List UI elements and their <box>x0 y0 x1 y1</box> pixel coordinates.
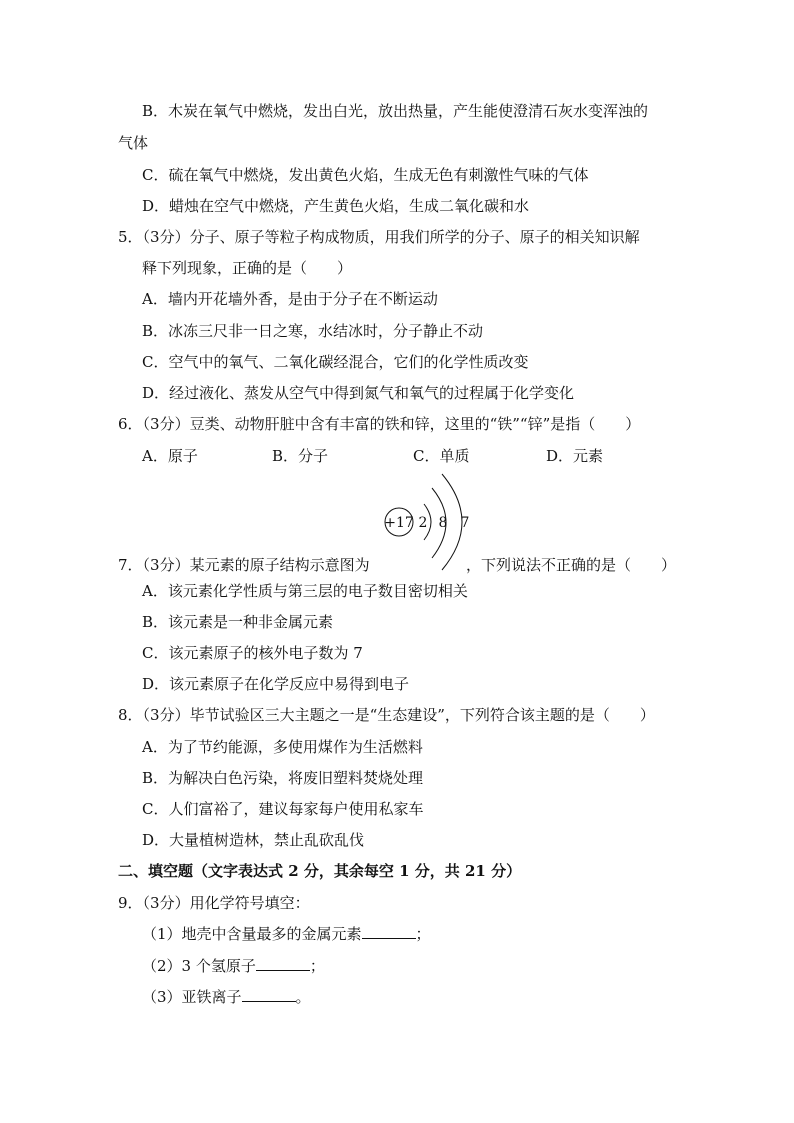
q6-stem: 6．（3分）豆类、动物肝脏中含有丰富的铁和锌，这里的“铁”“锌”是指（ ） <box>118 415 641 433</box>
shell-1-electrons: 2 <box>418 515 428 531</box>
q4-option-b: B．木炭在氧气中燃烧，发出白光，放出热量，产生能使澄清石灰水变浑浊的 <box>142 102 649 120</box>
q5-option-a: A．墙内开花墙外香，是由于分子在不断运动 <box>142 290 438 308</box>
q6-option-a: A．原子 <box>142 447 198 465</box>
q9-item-1 <box>142 924 431 944</box>
q9-item-2-end: ； <box>309 957 325 975</box>
q5-stem: 5．（3分）分子、原子等粒子构成物质，用我们所学的分子、原子的相关知识解 <box>118 228 640 246</box>
q9-item-2-text: （2）3 个氢原子 <box>142 957 256 975</box>
q8-option-b: B．为解决白色污染，将废旧塑料焚烧处理 <box>142 769 424 787</box>
q9-item-1-text: （1）地壳中含量最多的金属元素 <box>142 925 362 943</box>
q6-option-c: C．单质 <box>413 447 470 465</box>
q7-stem-left: 7．（3分）某元素的原子结构示意图为 <box>118 556 370 574</box>
q4-option-c: C．硫在氧气中燃烧，发出黄色火焰，生成无色有刺激性气味的气体 <box>142 166 589 184</box>
q6-option-d: D．元素 <box>546 447 604 465</box>
q8-option-c: C．人们富裕了，建议每家每户使用私家车 <box>142 800 424 818</box>
q4-option-d: D．蜡烛在空气中燃烧，产生黄色火焰，生成二氧化碳和水 <box>142 197 530 215</box>
q5-option-c: C．空气中的氧气、二氧化碳经混合，它们的化学性质改变 <box>142 353 529 371</box>
q9-item-3 <box>142 987 311 1007</box>
q9-item-2 <box>142 956 325 976</box>
q8-option-d: D．大量植树造林，禁止乱砍乱伐 <box>142 831 365 849</box>
q9-item-1-end: ； <box>415 925 431 943</box>
q6-option-b: B．分子 <box>272 447 329 465</box>
q9-stem: 9．（3分）用化学符号填空： <box>118 894 310 912</box>
q8-stem: 8．（3分）毕节试验区三大主题之一是“生态建设”，下列符合该主题的是（ ） <box>118 706 655 724</box>
q5-stem-continued: 释下列现象，正确的是（ ） <box>142 259 353 277</box>
shell-2-electrons: 8 <box>438 515 448 531</box>
nucleus-charge: +17 <box>384 515 414 531</box>
section-2-heading: 二、填空题（文字表达式 2 分，其余每空 1 分，共 21 分） <box>118 862 522 880</box>
q9-item-1-answer-blank[interactable] <box>362 924 416 939</box>
q7-stem-right: ，下列说法不正确的是（ ） <box>466 556 677 574</box>
q7-option-c: C．该元素原子的核外电子数为 7 <box>142 644 363 662</box>
q5-option-b: B．冰冻三尺非一日之寒，水结冰时，分子静止不动 <box>142 322 484 340</box>
q9-item-3-text: （3）亚铁离子 <box>142 988 242 1006</box>
q7-option-b: B．该元素是一种非金属元素 <box>142 613 334 631</box>
q5-option-d: D．经过液化、蒸发从空气中得到氮气和氧气的过程属于化学变化 <box>142 384 575 402</box>
q7-option-d: D．该元素原子在化学反应中易得到电子 <box>142 675 410 693</box>
q9-item-3-answer-blank[interactable] <box>242 987 296 1002</box>
q9-item-2-answer-blank[interactable] <box>256 956 310 971</box>
shell-3-electrons: 7 <box>460 515 470 531</box>
q7-option-a: A．该元素化学性质与第三层的电子数目密切相关 <box>142 582 468 600</box>
q4-option-b-continued: 气体 <box>118 134 149 152</box>
q9-item-3-end: 。 <box>295 988 311 1006</box>
q8-option-a: A．为了节约能源，多使用煤作为生活燃料 <box>142 738 423 756</box>
